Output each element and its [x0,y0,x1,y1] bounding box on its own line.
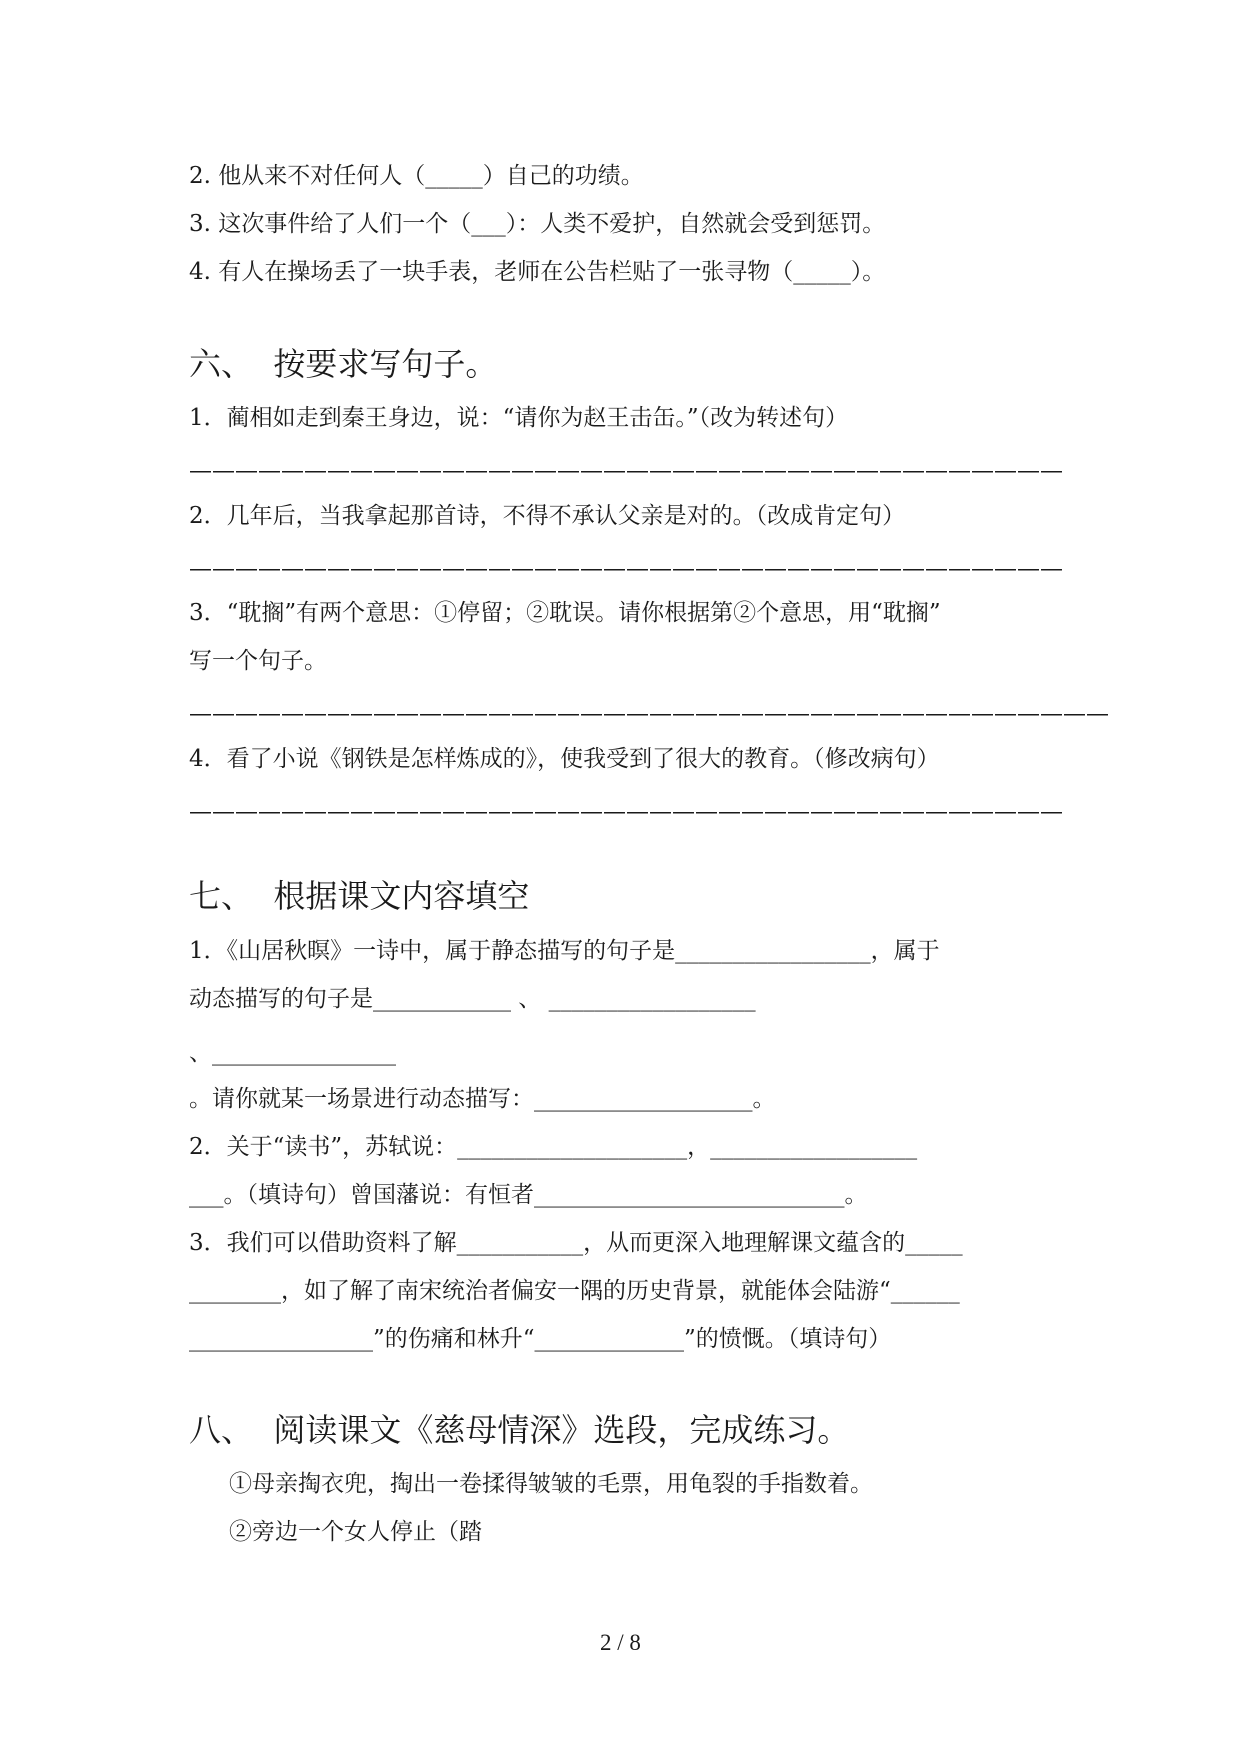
answer-line-6-3: ———————————————————————————————————————— [189,701,1109,727]
question-7-2-line2: ___。（填诗句）曾国藩说：有恒者___________________________。 [189,1182,868,1208]
question-7-1-line1: 1．《山居秋暝》一诗中，属于静态描写的句子是_________________，属于 [189,938,940,964]
answer-line-6-1: —————————————————————————————————————— [189,458,1063,484]
section-7-heading: 七、 根据课文内容填空 [189,877,530,915]
passage-paragraph-1: ①母亲掏衣兜，掏出一卷揉得皱皱的毛票，用龟裂的手指数着。 [229,1471,873,1497]
page-number: 2 / 8 [600,1630,641,1655]
answer-line-6-2: —————————————————————————————————————— [189,556,1063,582]
answer-line-6-4: —————————————————————————————————————— [189,799,1063,825]
question-6-4: 4．看了小说《钢铁是怎样炼成的》，使我受到了很大的教育。（修改病句） [189,746,940,772]
question-6-2: 2．几年后，当我拿起那首诗，不得不承认父亲是对的。（改成肯定句） [189,503,906,529]
question-7-1-line2: 动态描写的句子是____________ 、 __________________ [189,986,756,1012]
question-7-3-line1: 3．我们可以借助资料了解___________，从而更深入地理解课文蕴含的_____ [189,1230,963,1256]
question-7-3-line2: ________，如了解了南宋统治者偏安一隅的历史背景，就能体会陆游“______ [189,1278,960,1304]
section-6-heading: 六、 按要求写句子。 [189,345,498,383]
question-7-1-line4: 。请你就某一场景进行动态描写：___________________。 [189,1086,776,1112]
passage-paragraph-2: ②旁边一个女人停止（踏 [229,1519,482,1545]
question-5-2: 2. 他从来不对任何人（_____）自己的功绩。 [189,163,644,189]
question-7-3-line3: ________________”的伤痛和林升“_____________”的愤慨。（填诗句） [189,1326,892,1352]
question-6-3-line1: 3．“耽搁”有两个意思：①停留；②耽误。请你根据第②个意思，用“耽搁” [189,600,941,626]
question-7-1-line3: 、________________ [189,1040,396,1066]
section-8-heading: 八、 阅读课文《慈母情深》选段，完成练习。 [189,1411,850,1449]
question-7-2-line1: 2．关于“读书”，苏轼说：____________________，__________________ [189,1134,918,1160]
question-6-1: 1．蔺相如走到秦王身边，说：“请你为赵王击缶。”（改为转述句） [189,405,849,431]
question-6-3-line2: 写一个句子。 [189,648,327,674]
question-5-4: 4. 有人在操场丢了一块手表，老师在公告栏贴了一张寻物（_____）。 [189,259,886,285]
question-5-3: 3. 这次事件给了人们一个（___）：人类不爱护，自然就会受到惩罚。 [189,211,886,237]
